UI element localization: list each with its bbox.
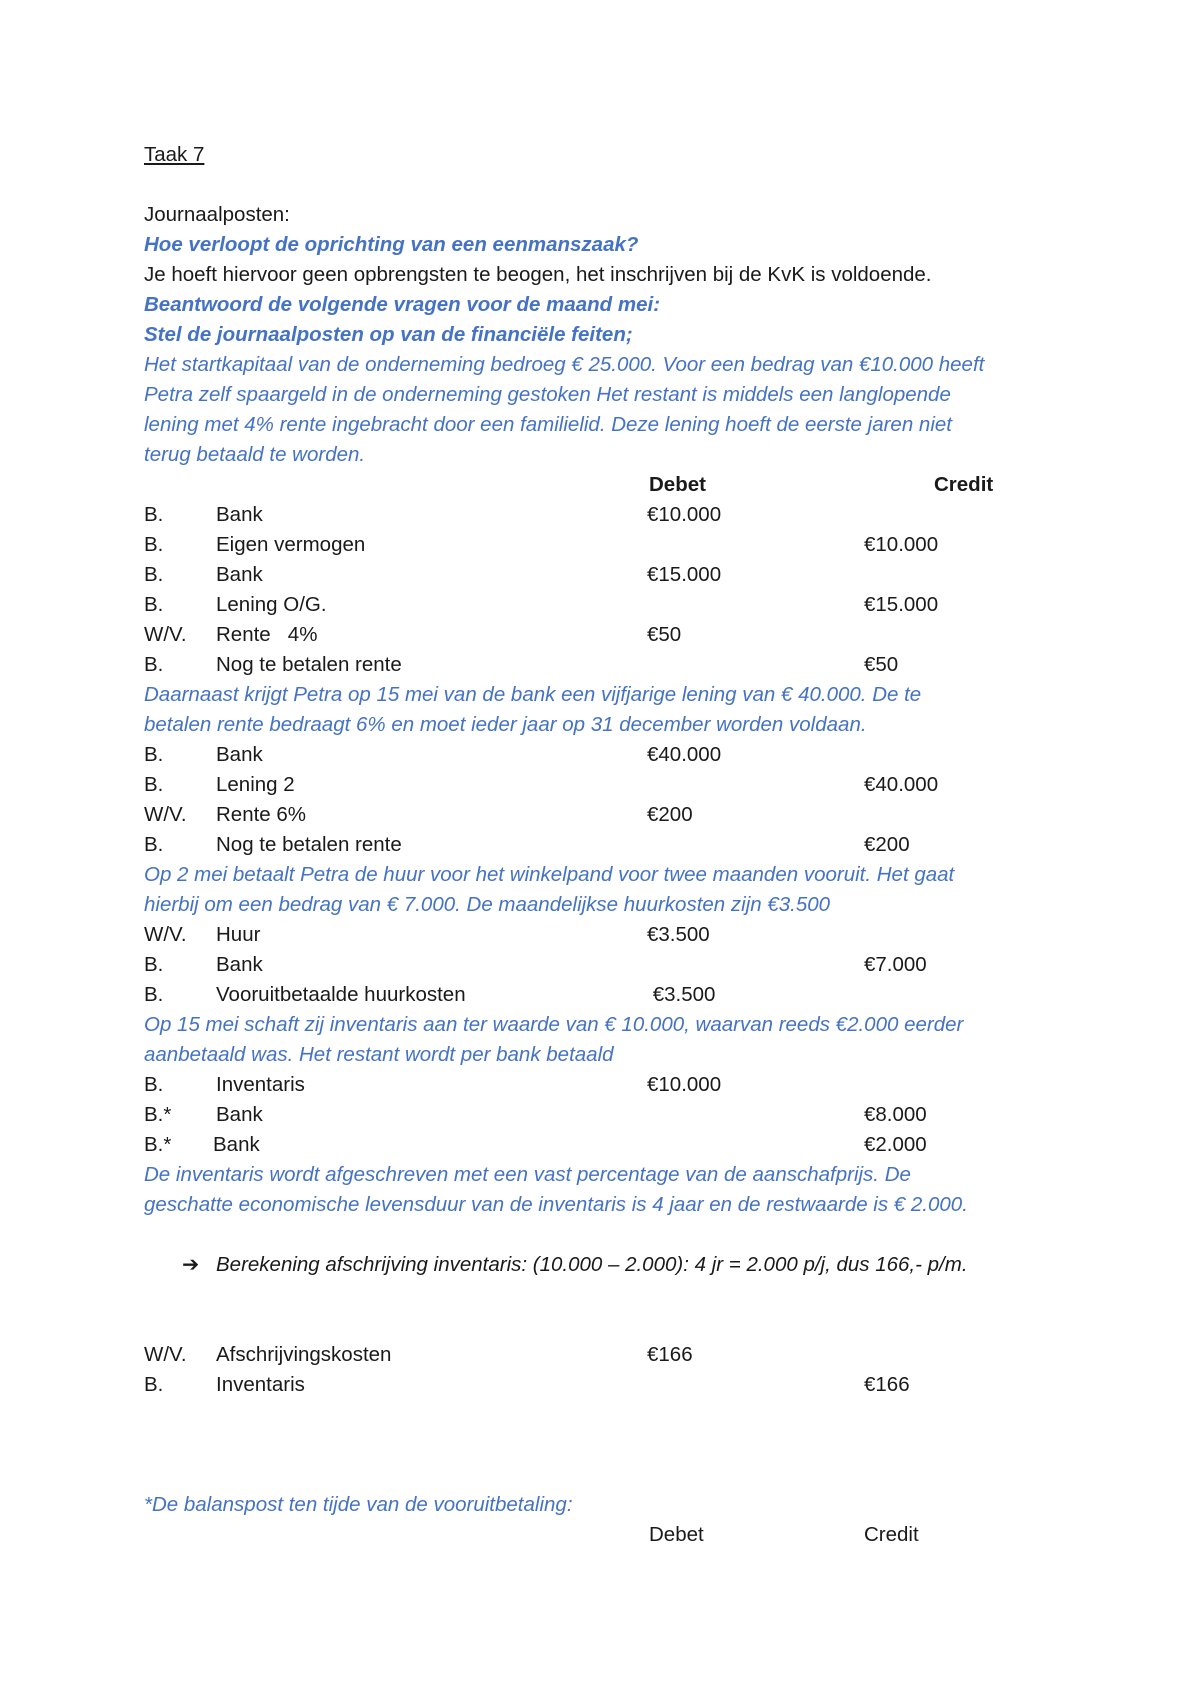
entry-account: Nog te betalen rente: [216, 833, 402, 856]
entry-code: B.: [144, 953, 164, 976]
paragraph-line: De inventaris wordt afgeschreven met een vast percentage van de aanschafprijs. De: [144, 1163, 911, 1186]
journal-row: [144, 980, 1074, 1010]
paragraph-line: lening met 4% rente ingebracht door een familielid. Deze lening hoeft de eerste jaren niet: [144, 413, 952, 436]
journal-row: [144, 1070, 1074, 1100]
entry-code: B.: [144, 833, 164, 856]
entry-debet: €200: [647, 803, 693, 826]
entry-code: B.: [144, 1073, 164, 1096]
page-title: Taak 7: [144, 143, 205, 166]
paragraph-line: betalen rente bedraagt 6% en moet ieder jaar op 31 december worden voldaan.: [144, 713, 867, 736]
column-header: [144, 470, 1074, 500]
arrow-right-icon: ➔: [182, 1253, 200, 1276]
entry-code: B.: [144, 983, 164, 1006]
entry-account: Lening 2: [216, 773, 295, 796]
entry-account: Bank: [216, 743, 263, 766]
question-journaalposten: Stel de journaalposten op van de financiële feiten;: [144, 323, 633, 346]
journal-entries-4: [144, 1070, 1074, 1160]
question-oprichting: Hoe verloopt de oprichting van een eenmanszaak?: [144, 233, 639, 256]
entry-credit: €166: [864, 1373, 910, 1396]
entry-account: Huur: [216, 923, 261, 946]
journal-entries-2: [144, 740, 1074, 860]
entry-code: W/V.: [144, 1343, 187, 1366]
entry-account: Afschrijvingskosten: [216, 1343, 392, 1366]
footnote: *De balanspost ten tijde van de vooruitbetaling:: [144, 1493, 573, 1516]
journal-row: [144, 560, 1074, 590]
entry-account: Bank: [216, 503, 263, 526]
entry-account: Vooruitbetaalde huurkosten: [216, 983, 466, 1006]
journal-row: [144, 830, 1074, 860]
entry-code: B.*: [144, 1133, 172, 1156]
entry-debet: €3.500: [647, 923, 710, 946]
journal-entries-3: [144, 920, 1074, 1010]
answer-oprichting: Je hoeft hiervoor geen opbrengsten te beogen, het inschrijven bij de KvK is voldoende.: [144, 263, 932, 286]
journal-row: [144, 950, 1074, 980]
footer-column-header: [144, 1520, 1074, 1550]
paragraph-line: Op 15 mei schaft zij inventaris aan ter waarde van € 10.000, waarvan reeds €2.000 eerder: [144, 1013, 964, 1036]
journal-row: [144, 1130, 1074, 1160]
entry-account: Bank: [213, 1133, 260, 1156]
entry-code: B.: [144, 743, 164, 766]
entry-credit: €50: [864, 653, 899, 676]
entry-account: Bank: [216, 563, 263, 586]
paragraph-line: hierbij om een bedrag van € 7.000. De maandelijkse huurkosten zijn €3.500: [144, 893, 831, 916]
paragraph-line: Daarnaast krijgt Petra op 15 mei van de bank een vijfjarige lening van € 40.000. De te: [144, 683, 922, 706]
journal-row: [144, 650, 1074, 680]
entry-account: Rente 6%: [216, 803, 307, 826]
journal-row: [144, 590, 1074, 620]
paragraph-line: terug betaald te worden.: [144, 443, 366, 466]
entry-credit: €10.000: [864, 533, 939, 556]
journal-row: [144, 500, 1074, 530]
calculation-text: Berekening afschrijving inventaris: (10.000 – 2.000): 4 jr = 2.000 p/j, dus 166,- p/m.: [216, 1253, 968, 1276]
entry-debet: €10.000: [647, 503, 722, 526]
entry-code: B.: [144, 653, 164, 676]
question-maand-mei: Beantwoord de volgende vragen voor de maand mei:: [144, 293, 661, 316]
journal-row: [144, 1370, 1074, 1400]
entry-account: Bank: [216, 1103, 263, 1126]
journal-row: [144, 770, 1074, 800]
paragraph-huur: [144, 860, 1074, 920]
journal-row: [144, 740, 1074, 770]
journal-entries-1: [144, 500, 1074, 680]
entry-code: B.: [144, 1373, 164, 1396]
section-heading: Journaalposten:: [144, 203, 290, 226]
entry-code: W/V.: [144, 623, 187, 646]
entry-credit: €8.000: [864, 1103, 927, 1126]
entry-code: W/V.: [144, 923, 187, 946]
entry-code: B.: [144, 563, 164, 586]
paragraph-lening: [144, 680, 1074, 740]
entry-credit: €2.000: [864, 1133, 927, 1156]
entry-credit: €200: [864, 833, 910, 856]
entry-code: B.: [144, 593, 164, 616]
entry-code: B.: [144, 503, 164, 526]
paragraph-afschrijving: [144, 1160, 1074, 1220]
debet-header: Debet: [649, 473, 706, 496]
entry-account: Nog te betalen rente: [216, 653, 402, 676]
entry-code: B.: [144, 533, 164, 556]
entry-debet: €3.500: [647, 983, 716, 1006]
journal-row: [144, 1100, 1074, 1130]
entry-code: B.*: [144, 1103, 172, 1126]
footer-debet-header: Debet: [649, 1523, 704, 1546]
journal-entries-5: [144, 1340, 1074, 1400]
credit-header: Credit: [934, 473, 994, 496]
journal-row: [144, 1340, 1074, 1370]
entry-account: Eigen vermogen: [216, 533, 366, 556]
entry-credit: €15.000: [864, 593, 939, 616]
entry-account: Lening O/G.: [216, 593, 327, 616]
journal-row: [144, 530, 1074, 560]
entry-debet: €166: [647, 1343, 693, 1366]
paragraph-line: Het startkapitaal van de onderneming bedroeg € 25.000. Voor een bedrag van €10.000 heeft: [144, 353, 985, 376]
paragraph-line: geschatte economische levensduur van de inventaris is 4 jaar en de restwaarde is € 2.000.: [144, 1193, 968, 1216]
paragraph-line: aanbetaald was. Het restant wordt per bank betaald: [144, 1043, 614, 1066]
entry-account: Inventaris: [216, 1373, 305, 1396]
footer-credit-header: Credit: [864, 1523, 919, 1546]
paragraph-startkapitaal: [144, 350, 1074, 470]
journal-row: [144, 620, 1074, 650]
document-page: [144, 140, 1074, 1550]
journal-row: [144, 800, 1074, 830]
entry-credit: €7.000: [864, 953, 927, 976]
calculation-line: [144, 1250, 1074, 1280]
entry-code: B.: [144, 773, 164, 796]
entry-account: Bank: [216, 953, 263, 976]
entry-debet: €40.000: [647, 743, 722, 766]
entry-code: W/V.: [144, 803, 187, 826]
entry-debet: €15.000: [647, 563, 722, 586]
entry-debet: €50: [647, 623, 682, 646]
paragraph-inventaris: [144, 1010, 1074, 1070]
entry-account: Rente 4%: [216, 623, 318, 646]
entry-debet: €10.000: [647, 1073, 722, 1096]
entry-credit: €40.000: [864, 773, 939, 796]
entry-account: Inventaris: [216, 1073, 305, 1096]
paragraph-line: Petra zelf spaargeld in de onderneming gestoken Het restant is middels een langlopende: [144, 383, 951, 406]
journal-row: [144, 920, 1074, 950]
paragraph-line: Op 2 mei betaalt Petra de huur voor het winkelpand voor twee maanden vooruit. Het gaat: [144, 863, 955, 886]
